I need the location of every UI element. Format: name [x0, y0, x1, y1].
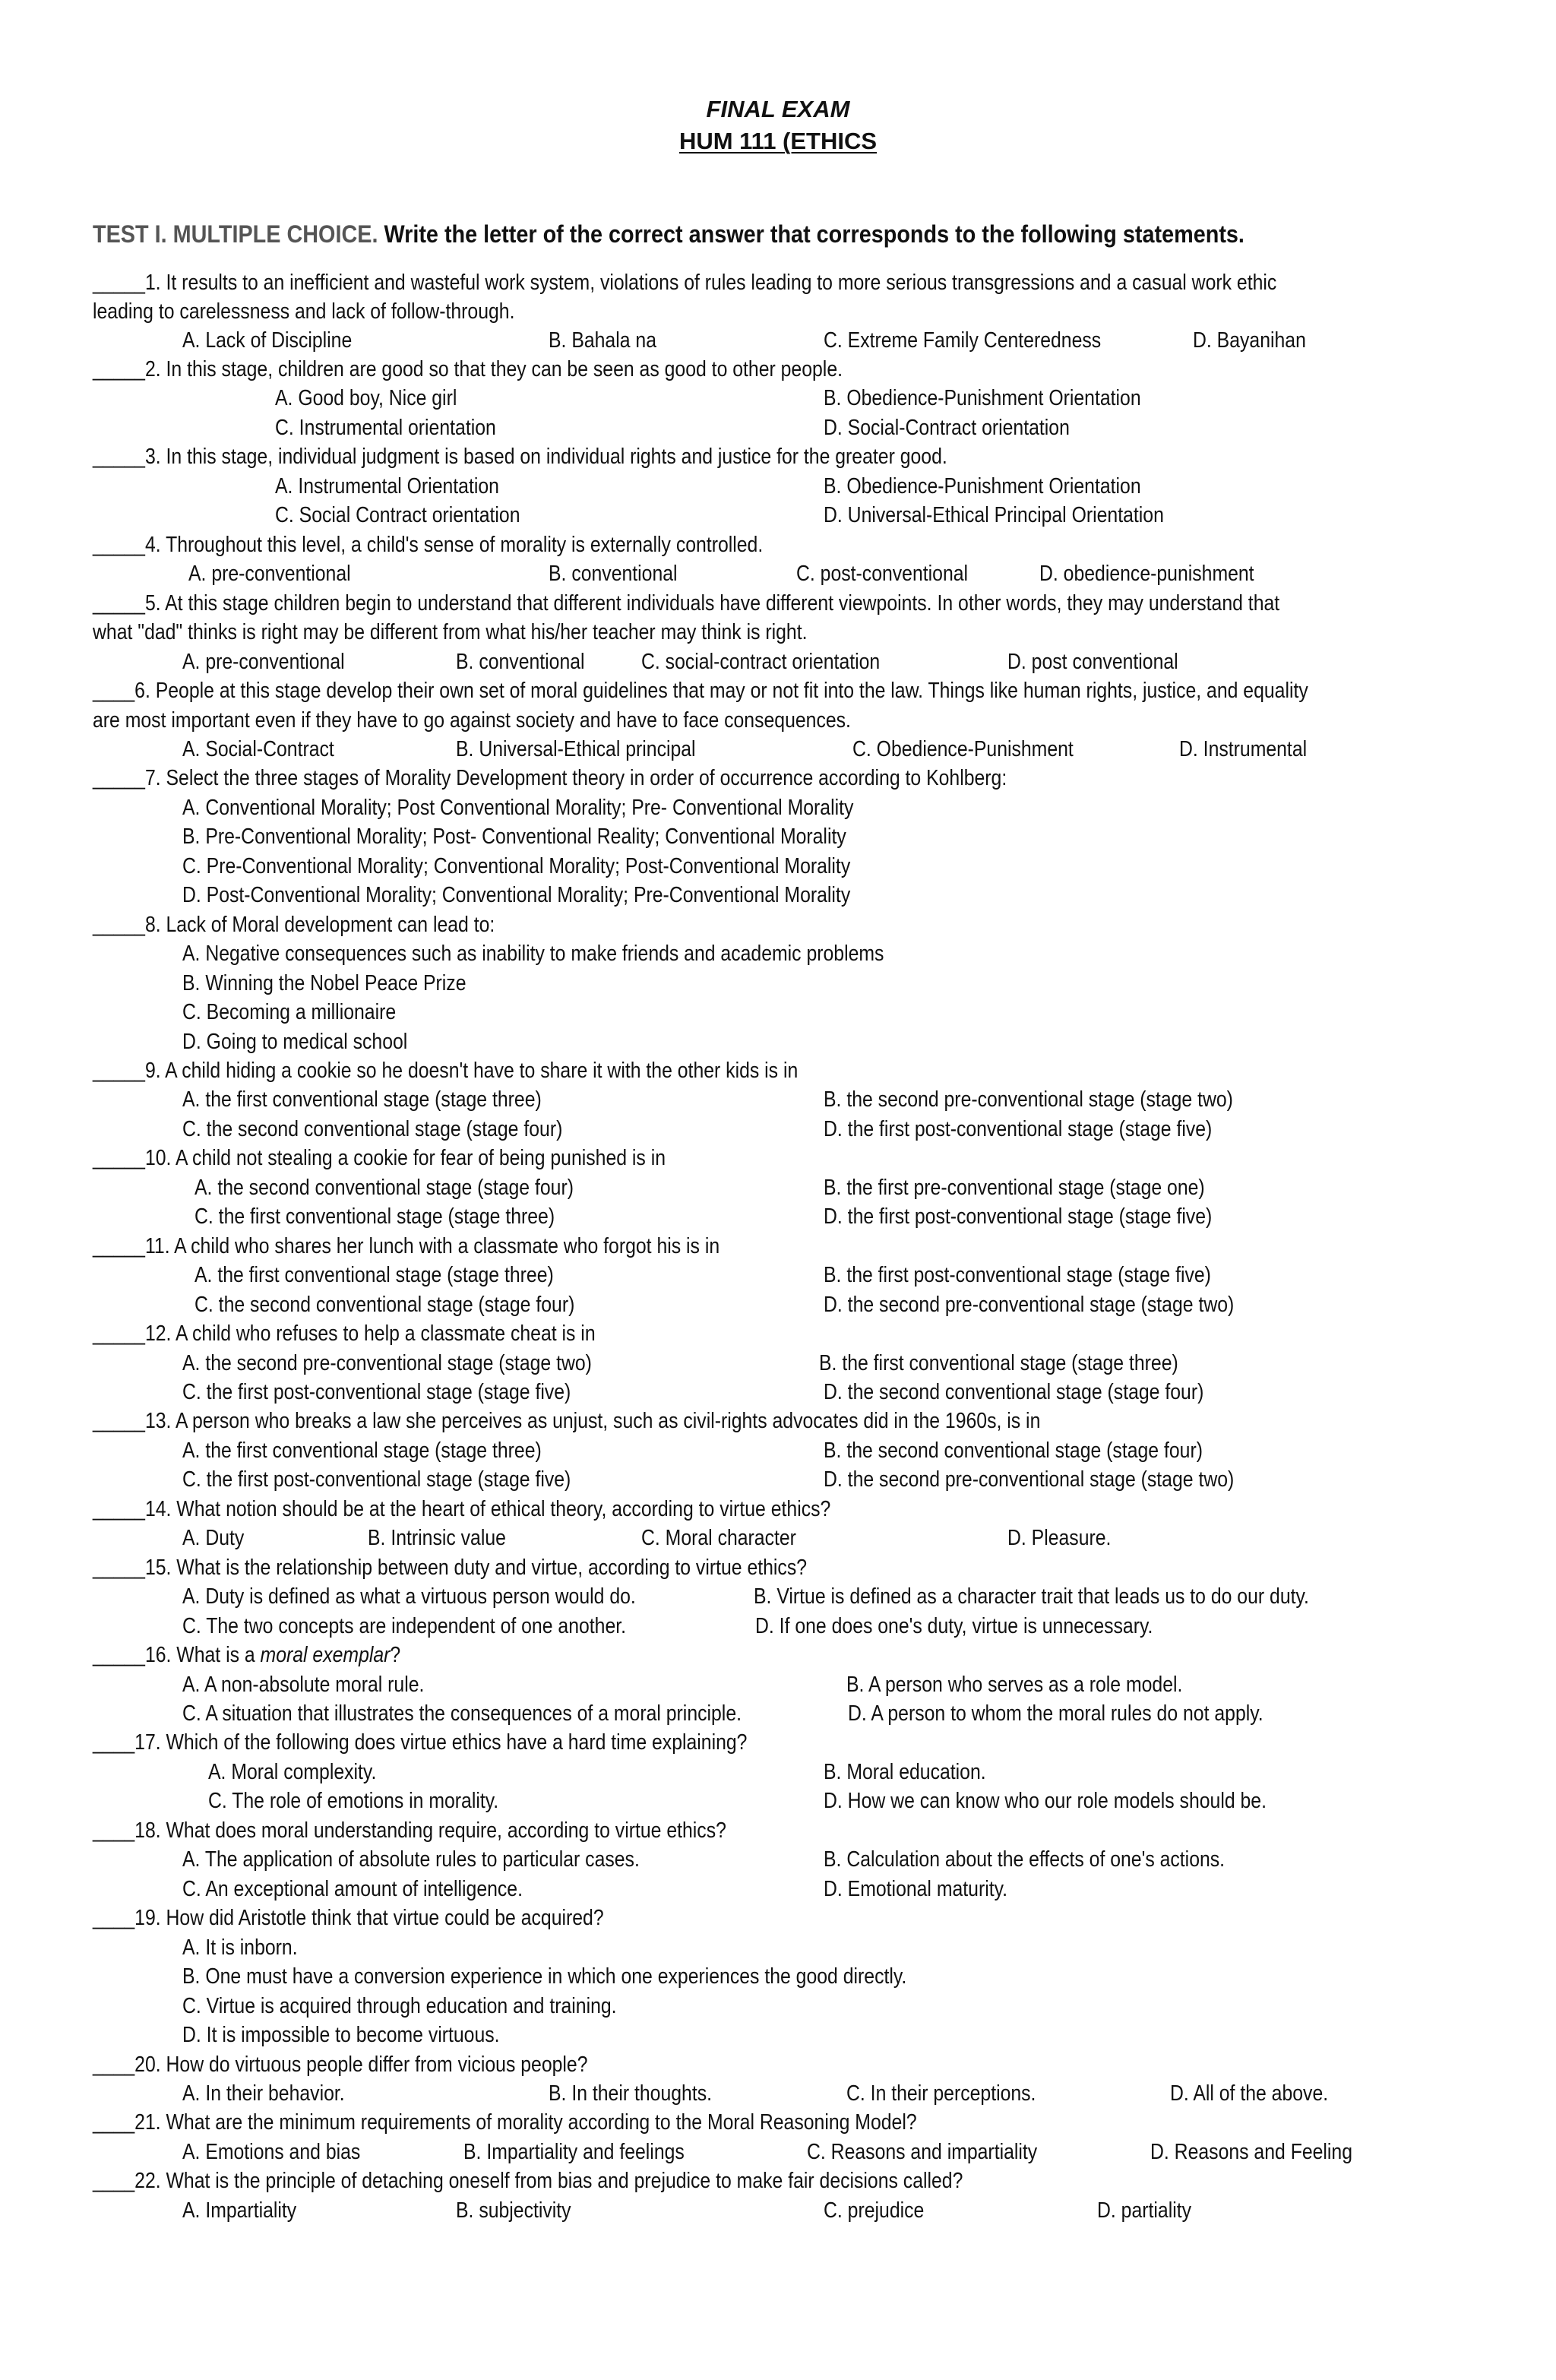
answer-option: A. pre-conventional	[182, 650, 345, 674]
answer-option: B. the second conventional stage (stage four)	[824, 1438, 1203, 1463]
answer-option: A. Impartiality	[182, 2198, 297, 2223]
answer-option: A. pre-conventional	[188, 562, 351, 586]
question-text: ____19. How did Aristotle think that virtue could be acquired?	[93, 1906, 604, 1930]
answer-option: A. Negative consequences such as inability to make friends and academic problems	[182, 942, 884, 966]
answer-option: C. the first conventional stage (stage three)	[194, 1204, 555, 1229]
answer-option: D. the first post-conventional stage (stage five)	[824, 1204, 1213, 1229]
question-text: _____15. What is the relationship between duty and virtue, according to virtue ethics?	[93, 1556, 808, 1580]
question-text: what "dad" thinks is right may be different from what his/her teacher may think is right.	[93, 620, 808, 644]
answer-option: A. the second pre-conventional stage (stage two)	[182, 1351, 592, 1375]
question-text: ____21. What are the minimum requirements of morality according to the Moral Reasoning Model?	[93, 2110, 917, 2135]
question-text: _____10. A child not stealing a cookie for fear of being punished is in	[93, 1146, 666, 1170]
question-text: _____2. In this stage, children are good so that they can be seen as good to other people.	[93, 357, 843, 381]
answer-option: D. Post-Conventional Morality; Conventional Morality; Pre-Conventional Morality	[182, 883, 851, 907]
answer-option: B. the first post-conventional stage (stage five)	[824, 1263, 1211, 1287]
question-text: _____7. Select the three stages of Morality Development theory in order of occurrence according to Kohlberg:	[93, 766, 1007, 790]
answer-option: D. If one does one's duty, virtue is unnecessary.	[755, 1614, 1153, 1638]
answer-option: C. An exceptional amount of intelligence.	[182, 1877, 523, 1901]
course-title: HUM 111 (ETHICS	[678, 128, 878, 154]
question-text: _____9. A child hiding a cookie so he doesn't have to share it with the other kids is in	[93, 1059, 799, 1083]
answer-option: A. Emotions and bias	[182, 2140, 361, 2164]
answer-option: C. Obedience-Punishment	[852, 737, 1074, 761]
answer-option: D. Going to medical school	[182, 1030, 408, 1054]
answer-option: A. the first conventional stage (stage three)	[194, 1263, 554, 1287]
answer-option: D. Emotional maturity.	[824, 1877, 1008, 1901]
answer-option: D. the second pre-conventional stage (stage two)	[824, 1467, 1235, 1492]
answer-option: C. prejudice	[824, 2198, 925, 2223]
answer-option: D. Reasons and Feeling	[1150, 2140, 1353, 2164]
question-text: _____1. It results to an inefficient and wasteful work system, violations of rules leading to more serious transgressions and a casual work ethic	[93, 271, 1277, 295]
answer-option: D. Pleasure.	[1007, 1526, 1112, 1550]
answer-option: B. conventional	[456, 650, 585, 674]
answer-option: C. social-contract orientation	[641, 650, 881, 674]
answer-option: A. Conventional Morality; Post Conventional Morality; Pre- Conventional Morality	[182, 796, 854, 820]
question-text: are most important even if they have to go against society and have to face consequences.	[93, 708, 851, 733]
answer-option: B. Virtue is defined as a character trait that leads us to do our duty.	[754, 1584, 1309, 1609]
answer-option: A. the second conventional stage (stage four)	[194, 1176, 574, 1200]
question-text: _____11. A child who shares her lunch with a classmate who forgot his is in	[93, 1234, 720, 1258]
exam-title: FINAL EXAM	[706, 96, 850, 122]
answer-option: C. Reasons and impartiality	[807, 2140, 1038, 2164]
answer-option: C. Pre-Conventional Morality; Conventional Morality; Post-Conventional Morality	[182, 854, 851, 878]
answer-option: D. obedience-punishment	[1039, 562, 1254, 586]
question-text: _____12. A child who refuses to help a classmate cheat is in	[93, 1321, 596, 1346]
answer-option: D. the second pre-conventional stage (stage two)	[824, 1293, 1235, 1317]
answer-option: A. In their behavior.	[182, 2081, 345, 2106]
question-text: _____3. In this stage, individual judgment is based on individual rights and justice for the greater good.	[93, 445, 947, 469]
question-text: _____16. What is a moral exemplar?	[93, 1643, 401, 1667]
answer-option: C. The two concepts are independent of one another.	[182, 1614, 627, 1638]
question-mark: ?	[390, 1643, 401, 1667]
answer-option: A. The application of absolute rules to particular cases.	[182, 1847, 640, 1872]
answer-option: A. the first conventional stage (stage three)	[182, 1438, 542, 1463]
answer-option: A. Social-Contract	[182, 737, 334, 761]
answer-option: B. Obedience-Punishment Orientation	[824, 386, 1141, 410]
answer-option: B. the first pre-conventional stage (stage one)	[824, 1176, 1205, 1200]
answer-option: D. Social-Contract orientation	[824, 416, 1070, 440]
answer-option: C. Virtue is acquired through education and training.	[182, 1994, 617, 2018]
answer-option: C. the first post-conventional stage (stage five)	[182, 1380, 571, 1404]
answer-option: B. Moral education.	[824, 1760, 986, 1784]
answer-option: D. How we can know who our role models should be.	[824, 1789, 1267, 1813]
answer-option: C. the second conventional stage (stage four)	[182, 1117, 563, 1141]
question-text: leading to carelessness and lack of follow-through.	[93, 299, 515, 324]
answer-option: C. In their perceptions.	[846, 2081, 1036, 2106]
answer-option: D. Instrumental	[1179, 737, 1308, 761]
answer-option: B. Bahala na	[549, 328, 657, 353]
question-text: ____22. What is the principle of detaching oneself from bias and prejudice to make fair decisions called?	[93, 2169, 963, 2193]
answer-option: B. Intrinsic value	[368, 1526, 506, 1550]
answer-option: A. Good boy, Nice girl	[275, 386, 457, 410]
answer-option: B. Obedience-Punishment Orientation	[824, 474, 1141, 498]
answer-option: B. A person who serves as a role model.	[846, 1673, 1183, 1697]
answer-option: D. the second conventional stage (stage four)	[824, 1380, 1204, 1404]
answer-option: D. partiality	[1097, 2198, 1192, 2223]
answer-option: B. One must have a conversion experience in which one experiences the good directly.	[182, 1964, 907, 1989]
question-text: _____13. A person who breaks a law she perceives as unjust, such as civil-rights advocates did in the 1960s, is in	[93, 1409, 1041, 1433]
answer-option: B. subjectivity	[456, 2198, 571, 2223]
question-text: _____8. Lack of Moral development can lead to:	[93, 913, 495, 937]
answer-option: D. the first post-conventional stage (stage five)	[824, 1117, 1213, 1141]
test-label: TEST I. MULTIPLE CHOICE.	[93, 220, 378, 248]
answer-option: B. Winning the Nobel Peace Prize	[182, 971, 466, 995]
answer-option: B. the second pre-conventional stage (stage two)	[824, 1087, 1233, 1112]
answer-option: B. Impartiality and feelings	[463, 2140, 685, 2164]
answer-option: A. Lack of Discipline	[182, 328, 353, 353]
answer-option: C. Extreme Family Centeredness	[824, 328, 1102, 353]
answer-option: D. It is impossible to become virtuous.	[182, 2023, 500, 2047]
test-instruction: Write the letter of the correct answer that corresponds to the following statements.	[384, 220, 1244, 248]
answer-option: C. the first post-conventional stage (stage five)	[182, 1467, 571, 1492]
italic-term: moral exemplar	[260, 1643, 391, 1667]
question-text: ____20. How do virtuous people differ from vicious people?	[93, 2052, 588, 2077]
answer-option: C. the second conventional stage (stage four)	[194, 1293, 575, 1317]
test-heading	[93, 220, 1244, 248]
answer-option: A. It is inborn.	[182, 1935, 298, 1960]
answer-option: D. Universal-Ethical Principal Orientation	[824, 503, 1164, 527]
question-text: _____14. What notion should be at the heart of ethical theory, according to virtue ethics?	[93, 1497, 831, 1521]
answer-option: C. Becoming a millionaire	[182, 1000, 397, 1024]
question-text: ____17. Which of the following does virtue ethics have a hard time explaining?	[93, 1730, 748, 1755]
answer-option: D. post conventional	[1007, 650, 1178, 674]
answer-option: A. Duty	[182, 1526, 245, 1550]
answer-option: A. Instrumental Orientation	[275, 474, 499, 498]
answer-option: A. A non-absolute moral rule.	[182, 1673, 425, 1697]
answer-option: C. The role of emotions in morality.	[208, 1789, 499, 1813]
answer-option: D. A person to whom the moral rules do not apply.	[848, 1701, 1263, 1726]
question-text: _____4. Throughout this level, a child's sense of morality is externally controlled.	[93, 533, 764, 557]
answer-option: C. Moral character	[641, 1526, 796, 1550]
answer-option: C. A situation that illustrates the consequences of a moral principle.	[182, 1701, 742, 1726]
answer-option: A. Moral complexity.	[208, 1760, 377, 1784]
answer-option: D. Bayanihan	[1193, 328, 1306, 353]
answer-option: B. conventional	[549, 562, 678, 586]
answer-option: B. the first conventional stage (stage three)	[819, 1351, 1178, 1375]
answer-option: B. Universal-Ethical principal	[456, 737, 696, 761]
answer-option: B. Pre-Conventional Morality; Post- Conventional Reality; Conventional Morality	[182, 824, 846, 849]
question-text: _____5. At this stage children begin to understand that different individuals have different viewpoints. In other words, they may understand that	[93, 591, 1280, 616]
answer-option: C. Social Contract orientation	[275, 503, 520, 527]
answer-option: B. In their thoughts.	[549, 2081, 713, 2106]
question-text: ____6. People at this stage develop their own set of moral guidelines that may or not fit into the law. Things like human rights, justice, and equality	[93, 679, 1308, 703]
answer-option: C. post-conventional	[796, 562, 969, 586]
answer-option: D. All of the above.	[1170, 2081, 1329, 2106]
answer-option: B. Calculation about the effects of one's actions.	[824, 1847, 1226, 1872]
answer-option: A. the first conventional stage (stage three)	[182, 1087, 542, 1112]
question-text: ____18. What does moral understanding require, according to virtue ethics?	[93, 1818, 726, 1843]
answer-option: C. Instrumental orientation	[275, 416, 496, 440]
answer-option: A. Duty is defined as what a virtuous person would do.	[182, 1584, 636, 1609]
